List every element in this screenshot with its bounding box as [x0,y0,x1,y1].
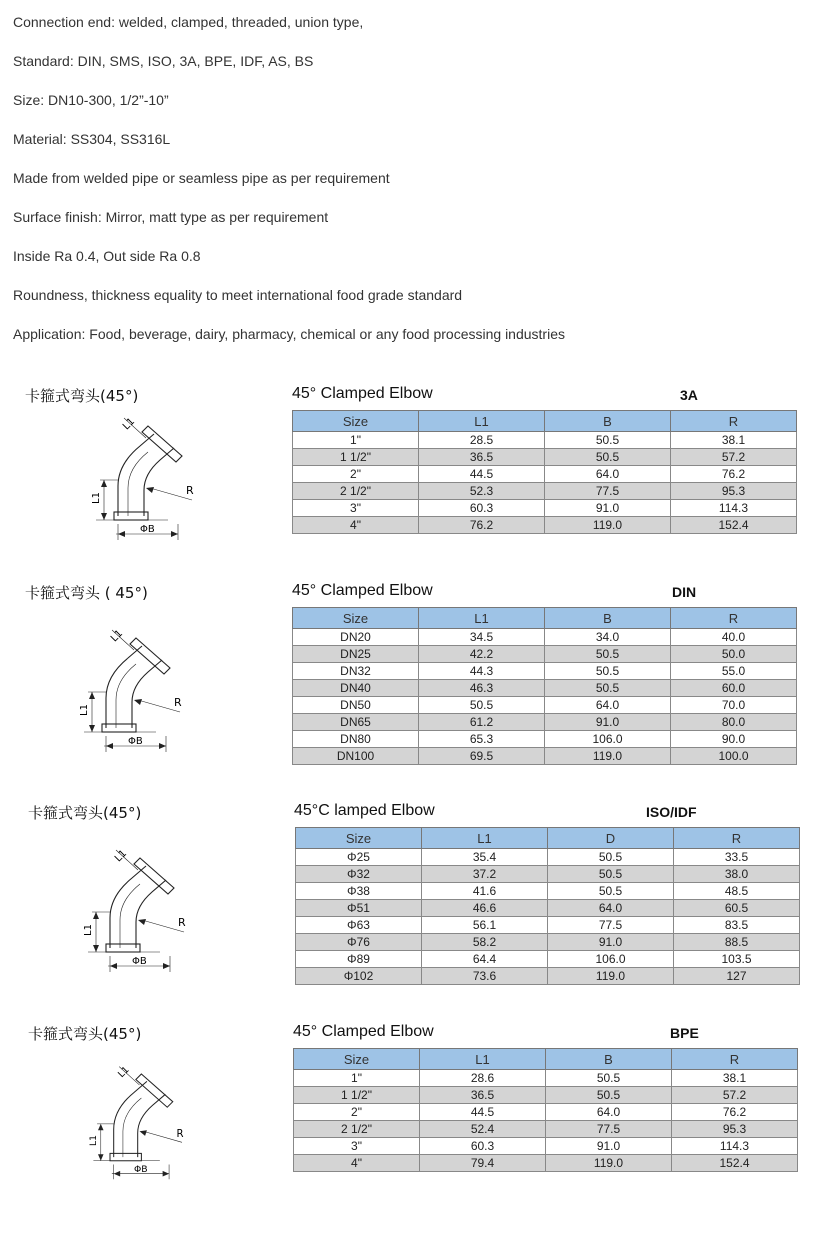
table-cell: 4" [293,517,419,534]
table-cell: 52.4 [420,1121,546,1138]
table-header-row [296,828,800,849]
l1-dim-label-diagonal: L1 [108,628,126,645]
table-row [296,951,800,968]
table-cell: 50.0 [671,646,797,663]
table-cell: 103.5 [674,951,800,968]
table-cell: 1 1/2" [294,1087,420,1104]
table-cell: 44.5 [419,466,545,483]
section-2-standard: DIN [672,584,697,600]
table-cell: 44.5 [420,1104,546,1121]
table-cell: 4" [294,1155,420,1172]
table-cell: 36.5 [420,1087,546,1104]
table-row [293,646,797,663]
table-cell: 50.5 [546,1087,672,1104]
col-header-b: B [546,1049,672,1070]
table-cell: 46.6 [422,900,548,917]
spec-application: Application: Food, beverage, dairy, pharmacy, chemical or any food processing industries [13,326,565,342]
l1-dim-label-diagonal: L1 [120,416,138,433]
table-row [296,900,800,917]
table-cell: 65.3 [419,731,545,748]
table-cell: 91.0 [546,1138,672,1155]
col-header-r: R [671,411,797,432]
spec-connection-end: Connection end: welded, clamped, threaded, union type, [13,14,364,30]
elbow-drawing-4 [86,1052,206,1192]
section-4-en-title: 45° Clamped Elbow [293,1023,434,1040]
table-cell: 2" [294,1104,420,1121]
table-cell: 119.0 [546,1155,672,1172]
dimension-table-iso-idf [295,827,800,985]
table-row [296,866,800,883]
spec-pipe: Made from welded pipe or seamless pipe as per requirement [13,170,390,186]
table-cell: 106.0 [548,951,674,968]
table-cell: 91.0 [545,714,671,731]
table-row [294,1104,798,1121]
table-cell: 38.1 [672,1070,798,1087]
r-dim-label: R [174,696,182,709]
section-2-cn-title: 卡箍式弯头 ( 45°) [25,584,148,602]
table-cell: 41.6 [422,883,548,900]
table-cell: 3" [294,1138,420,1155]
table-cell: 34.5 [419,629,545,646]
l1-dim-label-vertical: L1 [79,704,90,716]
table-cell: 52.3 [419,483,545,500]
col-header-size: Size [293,411,419,432]
col-header-d: D [548,828,674,849]
table-cell: 48.5 [674,883,800,900]
table-cell: 50.5 [548,883,674,900]
table-cell: 50.5 [419,697,545,714]
table-cell: 119.0 [545,748,671,765]
table-row [293,697,797,714]
table-row [296,883,800,900]
table-row [293,449,797,466]
table-row [293,680,797,697]
table-cell: Φ51 [296,900,422,917]
col-header-l1: L1 [419,411,545,432]
table-cell: 79.4 [420,1155,546,1172]
table-cell: 152.4 [671,517,797,534]
l1-dim-label-diagonal: L1 [112,848,130,865]
table-cell: 91.0 [548,934,674,951]
table-cell: 50.5 [545,680,671,697]
table-cell: 3" [293,500,419,517]
table-cell: 58.2 [422,934,548,951]
table-cell: Φ102 [296,968,422,985]
section-1-en-title: 45° Clamped Elbow [292,385,433,402]
table-cell: 77.5 [546,1121,672,1138]
section-2-en-title: 45° Clamped Elbow [292,582,433,599]
col-header-l1: L1 [420,1049,546,1070]
elbow-drawing-1 [88,408,218,548]
table-cell: 1" [293,432,419,449]
table-cell: 95.3 [672,1121,798,1138]
table-cell: 76.2 [672,1104,798,1121]
table-cell: 69.5 [419,748,545,765]
table-cell: 127 [674,968,800,985]
section-3-en-title: 45°C lamped Elbow [294,802,435,819]
table-cell: 42.2 [419,646,545,663]
l1-dim-label-diagonal: L1 [115,1064,132,1081]
table-header-row [293,411,797,432]
table-row [294,1121,798,1138]
table-cell: DN20 [293,629,419,646]
table-cell: 73.6 [422,968,548,985]
table-cell: 1" [294,1070,420,1087]
table-row [293,663,797,680]
table-cell: 88.5 [674,934,800,951]
table-cell: 34.0 [545,629,671,646]
elbow-drawing-2 [76,610,206,770]
table-row [296,934,800,951]
table-cell: 28.5 [419,432,545,449]
b-dim-label: ΦB [140,524,155,535]
section-4-standard: BPE [670,1025,699,1041]
spec-roughness: Inside Ra 0.4, Out side Ra 0.8 [13,248,201,264]
table-row [293,714,797,731]
table-cell: 152.4 [672,1155,798,1172]
table-cell: 57.2 [671,449,797,466]
col-header-size: Size [293,608,419,629]
col-header-l1: L1 [422,828,548,849]
col-header-b: B [545,608,671,629]
table-cell: 55.0 [671,663,797,680]
table-cell: 119.0 [548,968,674,985]
spec-size: Size: DN10-300, 1/2”-10” [13,92,169,108]
spec-surface-finish: Surface finish: Mirror, matt type as per requirement [13,209,329,225]
table-cell: 56.1 [422,917,548,934]
table-cell: DN100 [293,748,419,765]
table-cell: 46.3 [419,680,545,697]
l1-dim-label-vertical: L1 [83,924,94,936]
spec-material: Material: SS304, SS316L [13,131,171,147]
table-cell: DN40 [293,680,419,697]
table-cell: 57.2 [672,1087,798,1104]
table-cell: 61.2 [419,714,545,731]
section-3-standard: ISO/IDF [646,804,697,820]
table-cell: 50.5 [545,449,671,466]
table-cell: 64.0 [548,900,674,917]
table-cell: Φ25 [296,849,422,866]
table-cell: 91.0 [545,500,671,517]
section-3-cn-title: 卡箍式弯头(45°) [28,804,142,822]
col-header-size: Size [294,1049,420,1070]
b-dim-label: ΦB [132,956,147,967]
table-cell: 33.5 [674,849,800,866]
table-cell: DN80 [293,731,419,748]
section-1-cn-title: 卡箍式弯头(45°) [25,387,139,405]
table-cell: 60.5 [674,900,800,917]
table-cell: 70.0 [671,697,797,714]
section-1-standard: 3A [680,387,698,403]
dimension-table-din [292,607,797,765]
dimension-table-3a [292,410,797,534]
table-cell: 50.5 [545,663,671,680]
table-cell: 1 1/2" [293,449,419,466]
col-header-r: R [674,828,800,849]
table-cell: Φ76 [296,934,422,951]
col-header-size: Size [296,828,422,849]
col-header-b: B [545,411,671,432]
table-cell: 83.5 [674,917,800,934]
table-cell: 50.5 [546,1070,672,1087]
table-cell: 64.4 [422,951,548,968]
table-row [294,1087,798,1104]
table-cell: 60.3 [419,500,545,517]
table-cell: 2 1/2" [294,1121,420,1138]
table-row [294,1138,798,1155]
table-cell: DN65 [293,714,419,731]
r-dim-label: R [178,916,186,929]
table-cell: 77.5 [545,483,671,500]
table-cell: 100.0 [671,748,797,765]
col-header-r: R [671,608,797,629]
table-row [293,432,797,449]
table-row [293,466,797,483]
table-cell: DN32 [293,663,419,680]
elbow-drawing-3 [80,830,210,990]
b-dim-label: ΦB [134,1163,148,1175]
dimension-table-bpe [293,1048,798,1172]
table-cell: 76.2 [419,517,545,534]
table-cell: DN50 [293,697,419,714]
table-row [293,629,797,646]
table-cell: 64.0 [545,466,671,483]
table-cell: 38.0 [674,866,800,883]
table-cell: 80.0 [671,714,797,731]
b-dim-label: ΦB [128,736,143,747]
table-row [293,500,797,517]
table-cell: 37.2 [422,866,548,883]
table-cell: Φ89 [296,951,422,968]
table-cell: 60.0 [671,680,797,697]
table-cell: 114.3 [671,500,797,517]
table-row [294,1155,798,1172]
col-header-l1: L1 [419,608,545,629]
table-row [296,849,800,866]
table-cell: 50.5 [545,646,671,663]
l1-dim-label-vertical: L1 [91,492,102,504]
table-cell: 28.6 [420,1070,546,1087]
col-header-r: R [672,1049,798,1070]
table-row [293,517,797,534]
spec-roundness: Roundness, thickness equality to meet international food grade standard [13,287,463,303]
table-cell: 35.4 [422,849,548,866]
table-row [296,917,800,934]
l1-dim-label-vertical: L1 [88,1134,100,1146]
table-row [294,1070,798,1087]
table-cell: 119.0 [545,517,671,534]
table-cell: Φ63 [296,917,422,934]
spec-standard: Standard: DIN, SMS, ISO, 3A, BPE, IDF, AS, BS [13,53,314,69]
table-row [293,731,797,748]
table-cell: Φ32 [296,866,422,883]
table-cell: 60.3 [420,1138,546,1155]
table-cell: 90.0 [671,731,797,748]
table-header-row [294,1049,798,1070]
table-cell: 64.0 [546,1104,672,1121]
table-cell: 76.2 [671,466,797,483]
table-cell: 36.5 [419,449,545,466]
section-4-cn-title: 卡箍式弯头(45°) [28,1025,142,1043]
table-row [293,748,797,765]
table-cell: 38.1 [671,432,797,449]
r-dim-label: R [176,1128,184,1140]
table-cell: DN25 [293,646,419,663]
table-cell: 2" [293,466,419,483]
table-cell: 44.3 [419,663,545,680]
table-cell: 114.3 [672,1138,798,1155]
table-cell: 50.5 [545,432,671,449]
table-cell: 95.3 [671,483,797,500]
table-cell: 2 1/2" [293,483,419,500]
table-cell: 64.0 [545,697,671,714]
table-cell: 40.0 [671,629,797,646]
table-row [296,968,800,985]
table-cell: 106.0 [545,731,671,748]
table-row [293,483,797,500]
table-cell: 50.5 [548,866,674,883]
table-cell: 50.5 [548,849,674,866]
table-cell: 77.5 [548,917,674,934]
r-dim-label: R [186,484,194,497]
table-header-row [293,608,797,629]
table-cell: Φ38 [296,883,422,900]
